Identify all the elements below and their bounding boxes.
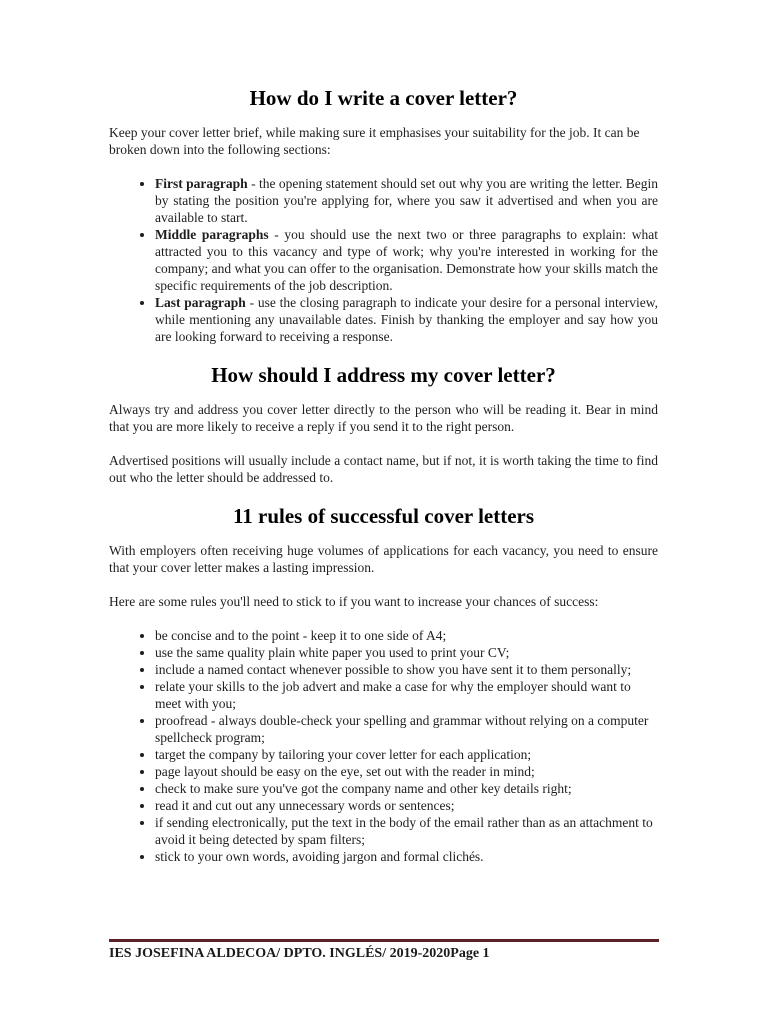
bullet-text: - use the closing paragraph to indicate your desire for a personal interview, while mentioning any unavailable dates. Finish by thanking the employer and say how you are looking forward to receiving a response. [155,295,658,344]
rule-item-8: • check to make sure you've got the company name and other key details right; [155,780,658,797]
rule-item-9: • read it and cut out any unnecessary words or sentences; [155,797,658,814]
footer-school-label: IES JOSEFINA ALDECOA/ DPTO. INGLÉS/ 2019-2020 [109,946,451,961]
footer-page-number: Page 1 [450,946,490,961]
page-footer [109,939,659,963]
cover-letter-structure-list [109,175,658,345]
rules-list [109,627,658,865]
section-heading-address-cover-letter: How should I address my cover letter? [211,363,556,387]
bullet-text: - the opening statement should set out why you are writing the letter. Begin by stating the position you're applying for, where you saw it advertised and when you are available to start. [155,176,658,225]
bullet-lead: Last paragraph [155,295,246,310]
document-content [109,86,658,936]
rules-paragraph-1: With employers often receiving huge volumes of applications for each vacancy, you need to ensure that your cover letter makes a lasting impression. [109,543,658,575]
bullet-lead: First paragraph [155,176,248,191]
rule-item-10: • if sending electronically, put the text in the body of the email rather than as an attachment to avoid it being detected by spam filters; [155,814,658,848]
rule-item-7: • page layout should be easy on the eye, set out with the reader in mind; [155,763,658,780]
list-item-last-paragraph [155,294,658,345]
rule-item-11: • stick to your own words, avoiding jargon and formal clichés. [155,848,658,865]
address-paragraph-2: Advertised positions will usually include a contact name, but if not, it is worth taking the time to find out who the letter should be addressed to. [109,453,658,485]
rule-item-5: • proofread - always double-check your spelling and grammar without relying on a computer spellcheck program; [155,712,658,746]
rule-item-6: • target the company by tailoring your cover letter for each application; [155,746,658,763]
rule-item-2: • use the same quality plain white paper you used to print your CV; [155,644,658,661]
list-item-first-paragraph [155,175,658,226]
address-paragraph-1: Always try and address you cover letter directly to the person who will be reading it. Bear in mind that you are more likely to receive a reply if you send it to the right person. [109,402,658,434]
bullet-text: - you should use the next two or three paragraphs to explain: what attracted you to this vacancy and type of work; why you're interested in working for the company; and what you can offer to the organisation. Demonstrate how your skills match the specific requirements of the job description. [155,227,658,293]
footer-text [109,945,659,963]
section-heading-11-rules: 11 rules of successful cover letters [232,504,535,528]
intro-paragraph: Keep your cover letter brief, while making sure it emphasises your suitability for the job. It can be broken down into the following sections: [109,125,640,157]
bullet-lead: Middle paragraphs [155,227,269,242]
rules-paragraph-2: Here are some rules you'll need to stick to if you want to increase your chances of success: [109,594,599,609]
list-item-middle-paragraphs [155,226,658,294]
rule-item-3: • include a named contact whenever possible to show you have sent it to them personally; [155,661,658,678]
rule-item-4: • relate your skills to the job advert and make a case for why the employer should want to meet with you; [155,678,658,712]
rule-item-1: • be concise and to the point - keep it to one side of A4; [155,627,658,644]
section-heading-write-cover-letter: How do I write a cover letter? [249,86,518,110]
